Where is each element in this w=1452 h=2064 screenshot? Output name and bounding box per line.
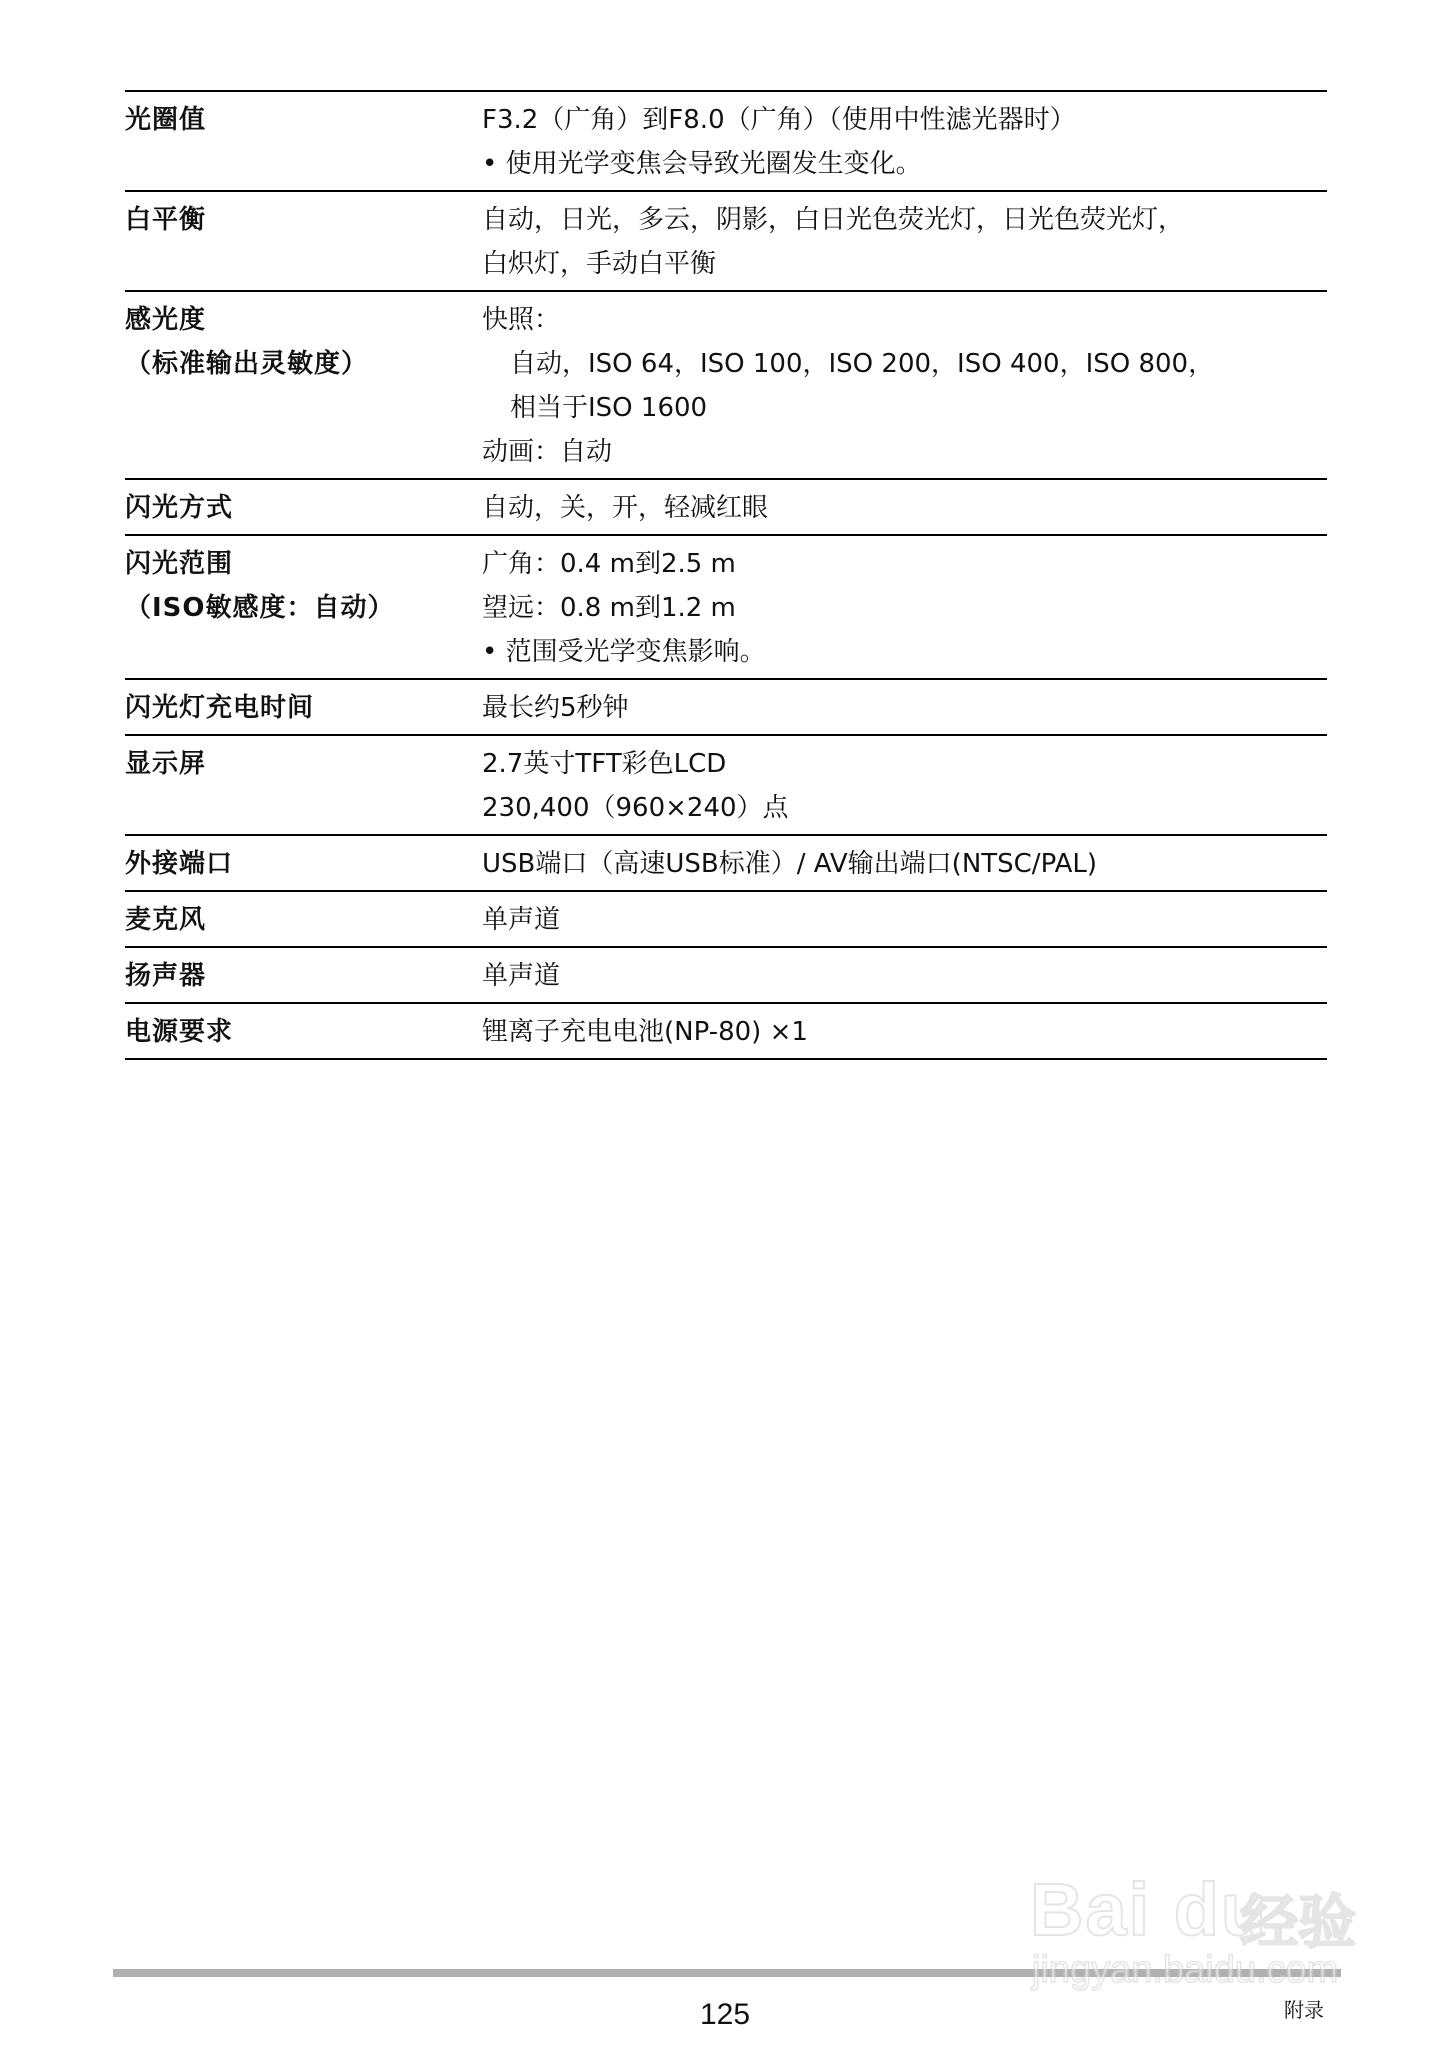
spec-row: [125, 92, 1327, 192]
spec-row: [125, 680, 1327, 736]
spec-value: [482, 954, 1327, 998]
spec-value: [482, 98, 1327, 186]
spec-label-line: （标准输出灵敏度）: [125, 349, 369, 379]
spec-value-line: 广角：0.4 m到2.5 m: [482, 549, 736, 579]
spec-label-line: 感光度: [125, 305, 207, 335]
spec-label-line: 闪光方式: [125, 493, 234, 523]
spec-label-line: 光圈值: [125, 105, 207, 135]
spec-value-line: 动画：自动: [482, 437, 613, 467]
spec-row: [125, 836, 1327, 892]
spec-label-line: 扬声器: [125, 961, 207, 991]
spec-value-line: 相当于ISO 1600: [510, 393, 708, 423]
spec-label-line: 外接端口: [125, 849, 234, 879]
spec-label: [125, 954, 482, 998]
spec-label: [125, 198, 482, 286]
spec-value-line: 锂离子充电电池(NP-80) ×1: [482, 1017, 808, 1047]
spec-value-line: F3.2（广角）到F8.0（广角）（使用中性滤光器时）: [482, 105, 1076, 135]
spec-label: [125, 742, 482, 830]
spec-label: [125, 686, 482, 730]
page-number: 125: [700, 1998, 751, 2031]
spec-value-line: • 使用光学变焦会导致光圈发生变化。: [482, 149, 922, 179]
spec-row: [125, 480, 1327, 536]
spec-label: [125, 898, 482, 942]
spec-label: [125, 298, 482, 474]
spec-row: [125, 736, 1327, 836]
spec-label-line: 闪光灯充电时间: [125, 693, 315, 723]
spec-row: [125, 192, 1327, 292]
footer-divider: [113, 1969, 1341, 1977]
spec-label-line: 闪光范围: [125, 549, 234, 579]
spec-label: [125, 486, 482, 530]
spec-value-line: USB端口（高速USB标准）/ AV输出端口(NTSC/PAL): [482, 849, 1097, 879]
spec-row: [125, 892, 1327, 948]
spec-value: [482, 686, 1327, 730]
spec-value-line: 自动，ISO 64，ISO 100，ISO 200，ISO 400，ISO 800，: [510, 349, 1215, 379]
spec-table: [125, 90, 1327, 1060]
spec-row: [125, 1004, 1327, 1060]
spec-label: [125, 98, 482, 186]
watermark-url: jingyan.baidu.com: [1032, 1949, 1339, 1991]
spec-row: [125, 536, 1327, 680]
spec-label-line: 电源要求: [125, 1017, 234, 1047]
spec-value: [482, 898, 1327, 942]
spec-label-line: 显示屏: [125, 749, 207, 779]
spec-row: [125, 292, 1327, 480]
spec-value-line: 单声道: [482, 961, 561, 991]
spec-value-line: 单声道: [482, 905, 561, 935]
spec-row: [125, 948, 1327, 1004]
spec-label-line: 麦克风: [125, 905, 207, 935]
spec-value-line: 自动，关，开，轻减红眼: [482, 493, 769, 523]
spec-value: [482, 542, 1327, 674]
spec-value-line: 230,400（960×240）点: [482, 793, 789, 823]
spec-value-line: 最长约5秒钟: [482, 693, 629, 723]
spec-value: [482, 198, 1327, 286]
spec-label-line: （ISO敏感度：自动）: [125, 593, 395, 623]
spec-value: [482, 742, 1327, 830]
watermark-brand: Bai du: [1030, 1868, 1269, 1951]
spec-value: [482, 1010, 1327, 1054]
section-name: 附录: [1284, 1998, 1324, 2022]
spec-label: [125, 842, 482, 886]
spec-label: [125, 1010, 482, 1054]
watermark-brand-cn: 经验: [1240, 1890, 1357, 1955]
spec-value-line: 2.7英寸TFT彩色LCD: [482, 749, 727, 779]
spec-value: [482, 298, 1327, 474]
spec-value-line: 白炽灯，手动白平衡: [482, 249, 717, 279]
spec-value-line: 自动，日光，多云，阴影，白日光色荧光灯，日光色荧光灯，: [482, 205, 1185, 235]
spec-value: [482, 486, 1327, 530]
spec-value-line: 快照：: [482, 305, 561, 335]
spec-value: [482, 842, 1327, 886]
spec-label: [125, 542, 482, 674]
spec-label-line: 白平衡: [125, 205, 207, 235]
spec-value-line: 望远：0.8 m到1.2 m: [482, 593, 736, 623]
spec-value-line: • 范围受光学变焦影响。: [482, 637, 766, 667]
